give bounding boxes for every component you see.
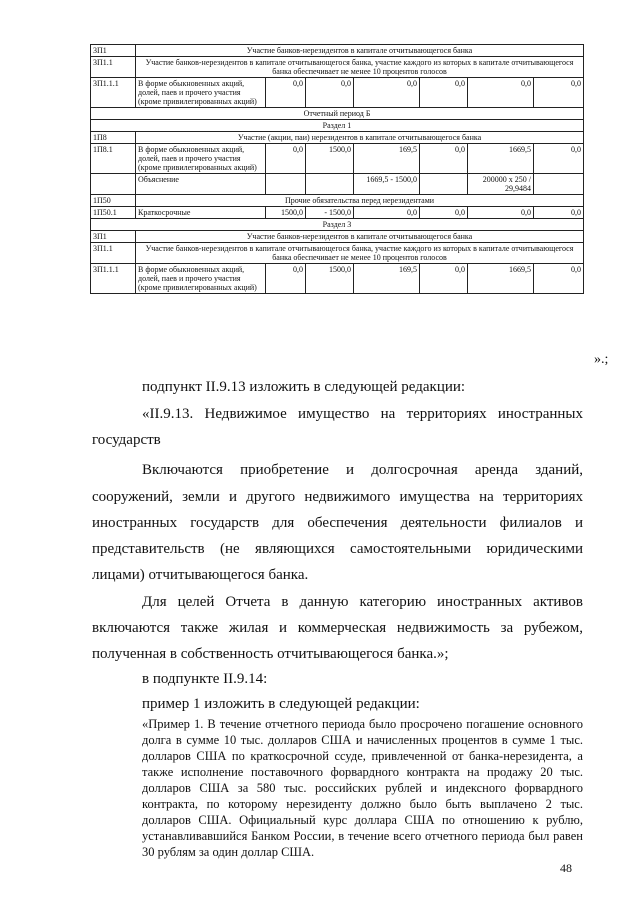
value-cell: 0,0 (534, 78, 584, 108)
value-cell: 169,5 (354, 264, 420, 294)
value-cell: 1500,0 (266, 207, 306, 219)
paragraph-report-line3: полученная в собственность отчитывающегося банка.»; (92, 646, 449, 662)
row-label-cell: Краткосрочные (136, 207, 266, 219)
table-row (91, 219, 584, 231)
value-cell: 200000 x 250 / 29,9484 (468, 174, 534, 195)
row-title-cell: Участие банков-нерезидентов в капитале отчитывающегося банка (136, 231, 584, 243)
paragraph-example-intro: пример 1 изложить в следующей редакции: (142, 696, 420, 712)
table-row (91, 264, 584, 294)
value-cell: 0,0 (354, 78, 420, 108)
table-row (91, 108, 584, 120)
value-cell: 0,0 (420, 207, 468, 219)
value-cell: 1669,5 - 1500,0 (354, 174, 420, 195)
table-row (91, 195, 584, 207)
row-title-cell: Участие банков-нерезидентов в капитале отчитывающегося банка, участие каждого из которых в капитале отчитывающегося банка обеспечивает не менее 10 процентов голосов (136, 243, 584, 264)
row-code-cell: 1П50 (91, 195, 136, 207)
value-cell: 0,0 (534, 207, 584, 219)
value-cell: 1669,5 (468, 144, 534, 174)
value-cell: 0,0 (306, 78, 354, 108)
value-cell: 0,0 (534, 144, 584, 174)
paragraph-included-line3: иностранных государств для обеспечения деятельности филиалов и (92, 515, 583, 531)
row-label-cell: Объяснение (136, 174, 266, 195)
table-row (91, 207, 584, 219)
row-title-cell: Участие банков-нерезидентов в капитале отчитывающегося банка, участие каждого из которых в капитале отчитывающегося банка обеспечивает не менее 10 процентов голосов (136, 57, 584, 78)
value-cell: - 1500,0 (306, 207, 354, 219)
paragraph-included-line1: Включаются приобретение и долгосрочная аренда зданий, (142, 462, 583, 478)
example-1-text: «Пример 1. В течение отчетного периода было просрочено погашение основного долга в сумме 10 тыс. долларов США и начисленных процентов в сумме 1 тыс. долларов США по краткосрочной ссуде, привлеченной от банка-нерезидента, а также исполнение поставочного форвардного контракта на продажу 20 тыс. долларов США за 580 тыс. российских рублей и индексного форвардного контракта, по которому нерезиденту должно было быть выплачено 2 тыс. долларов США. Официальный курс доллара США по отношению к рублю, устанавливавшийся Банком России, в течение всего отчетного периода был равен 30 рублям за один доллар США. (142, 717, 583, 859)
table-section-cell: Раздел 3 (91, 219, 584, 231)
value-cell: 0,0 (266, 264, 306, 294)
page-number: 48 (560, 861, 572, 875)
value-cell: 0,0 (468, 207, 534, 219)
table-row (91, 132, 584, 144)
table-row (91, 45, 584, 57)
value-cell (266, 174, 306, 195)
table-row (91, 57, 584, 78)
table-row (91, 231, 584, 243)
paragraph-included-line2: сооружений, земли и другого недвижимого имущества на территориях (92, 489, 583, 505)
value-cell: 0,0 (266, 78, 306, 108)
row-title-cell: Участие (акции, паи) нерезидентов в капитале отчитывающегося банка (136, 132, 584, 144)
value-cell: 0,0 (354, 207, 420, 219)
section-heading-913-cont: государств (92, 432, 161, 448)
table-row (91, 174, 584, 195)
row-code-cell (91, 174, 136, 195)
paragraph-report-line2: включаются также жилая и коммерческая недвижимость за рубежом, (92, 620, 583, 636)
paragraph-subitem-913: подпункт II.9.13 изложить в следующей редакции: (142, 379, 466, 395)
value-cell: 0,0 (420, 264, 468, 294)
paragraph-subitem-914: в подпункте II.9.14: (142, 671, 268, 687)
row-title-cell: Прочие обязательства перед нерезидентами (136, 195, 584, 207)
row-label-cell: В форме обыкновенных акций, долей, паев и прочего участия (кроме привилегированных акций) (136, 78, 266, 108)
paragraph-report-line1: Для целей Отчета в данную категорию иностранных активов (142, 594, 583, 610)
value-cell: 0,0 (266, 144, 306, 174)
table-row (91, 144, 584, 174)
value-cell: 0,0 (468, 78, 534, 108)
value-cell: 169,5 (354, 144, 420, 174)
value-cell (306, 174, 354, 195)
value-cell (534, 174, 584, 195)
row-title-cell: Участие банков-нерезидентов в капитале отчитывающегося банка (136, 45, 584, 57)
row-code-cell: 3П1.1 (91, 57, 136, 78)
row-code-cell: 3П1.1.1 (91, 264, 136, 294)
row-code-cell: 3П1 (91, 45, 136, 57)
row-code-cell: 3П1 (91, 231, 136, 243)
value-cell: 0,0 (420, 144, 468, 174)
row-label-cell: В форме обыкновенных акций, долей, паев и прочего участия (кроме привилегированных акций) (136, 144, 266, 174)
row-code-cell: 1П8 (91, 132, 136, 144)
row-code-cell: 3П1.1.1 (91, 78, 136, 108)
table-section-cell: Раздел 1 (91, 120, 584, 132)
table-row (91, 243, 584, 264)
value-cell: 0,0 (534, 264, 584, 294)
table-closing-quote: ».; (594, 352, 609, 367)
table-row (91, 78, 584, 108)
table-section-cell: Отчетный период Б (91, 108, 584, 120)
row-code-cell: 1П8.1 (91, 144, 136, 174)
value-cell: 0,0 (420, 78, 468, 108)
value-cell: 1500,0 (306, 264, 354, 294)
table-row (91, 120, 584, 132)
paragraph-included-line5: лицами) отчитывающегося банка. (92, 567, 309, 583)
row-label-cell: В форме обыкновенных акций, долей, паев и прочего участия (кроме привилегированных акций) (136, 264, 266, 294)
value-cell (420, 174, 468, 195)
value-cell: 1669,5 (468, 264, 534, 294)
report-table (90, 44, 584, 294)
value-cell: 1500,0 (306, 144, 354, 174)
section-heading-913: «II.9.13. Недвижимое имущество на территориях иностранных (142, 406, 583, 422)
row-code-cell: 3П1.1 (91, 243, 136, 264)
row-code-cell: 1П50.1 (91, 207, 136, 219)
paragraph-included-line4: представительств (не являющихся самостоятельными юридическими (92, 541, 583, 557)
report-table-body (91, 45, 584, 294)
